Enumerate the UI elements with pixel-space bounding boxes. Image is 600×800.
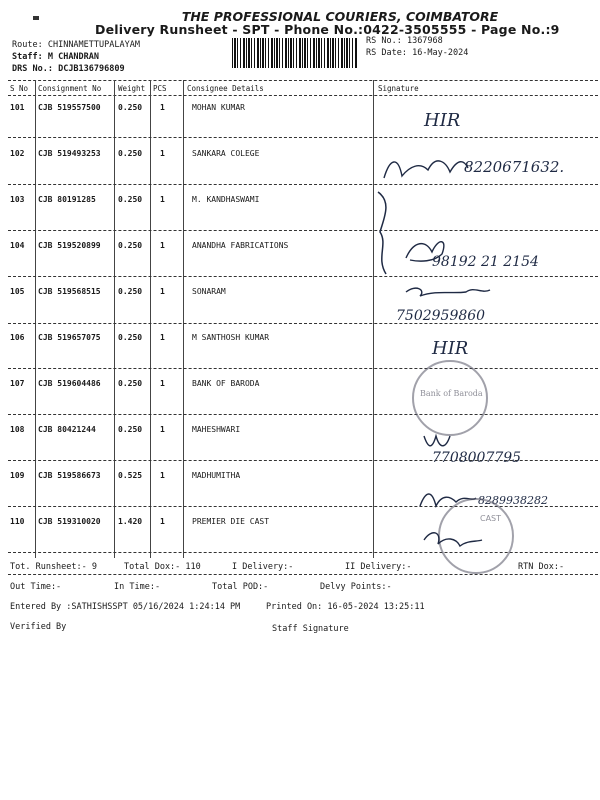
- verified-by: Verified By: [10, 622, 67, 632]
- row-consignment-no: CJB 519586673: [38, 471, 101, 480]
- col-header-signature: Signature: [378, 84, 419, 93]
- row-weight: 1.420: [118, 517, 143, 526]
- rs-no-line: [366, 36, 443, 46]
- row-consignee: MAHESHWARI: [192, 425, 241, 434]
- row-consignee: M. KANDHASWAMI: [192, 195, 260, 204]
- row-sno: 101: [10, 103, 25, 112]
- row-consignment-no: CJB 519520899: [38, 241, 101, 250]
- col-header-consignee: Consignee Details: [187, 84, 264, 93]
- col-header-sno: S No: [10, 84, 29, 93]
- stamp-text: CAST: [480, 514, 502, 523]
- ii-delivery: II Delivery:-: [345, 562, 412, 572]
- row-sno: 109: [10, 471, 25, 480]
- row-sno: 105: [10, 287, 25, 296]
- row-separator: [8, 276, 598, 277]
- rs-date-label: RS Date:: [366, 48, 407, 58]
- bank-stamp: [412, 360, 488, 436]
- signature-row-104: [400, 232, 590, 276]
- punch-mark: [33, 16, 39, 20]
- row-consignment-no: CJB 519604486: [38, 379, 101, 388]
- row-sno: 108: [10, 425, 25, 434]
- delvy-points: Delvy Points:-: [320, 582, 392, 592]
- barcode: [232, 38, 358, 68]
- row-weight: 0.525: [118, 471, 143, 480]
- row-weight: 0.250: [118, 241, 143, 250]
- out-time: Out Time:-: [10, 582, 62, 592]
- signature-phone: 8289938282: [478, 494, 548, 507]
- col-header-weight: Weight: [118, 84, 146, 93]
- drs-label: DRS No.:: [12, 64, 53, 74]
- row-pcs: 1: [160, 517, 165, 526]
- company-title: THE PROFESSIONAL COURIERS, COIMBATORE: [181, 9, 499, 24]
- col-divider: [114, 80, 115, 558]
- entered-by: Entered By :SATHISHSSPT 05/16/2024 1:24:14 PM: [10, 602, 241, 612]
- printed-on: Printed On: 16-05-2024 13:25:11: [266, 602, 425, 612]
- row-consignment-no: CJB 519657075: [38, 333, 101, 342]
- row-pcs: 1: [160, 149, 165, 158]
- footer-rule: [8, 574, 598, 575]
- rs-no-label: RS No.:: [366, 36, 402, 46]
- signature-text: HIR: [432, 338, 469, 359]
- i-delivery: I Delivery:-: [232, 562, 294, 572]
- row-weight: 0.250: [118, 333, 143, 342]
- staff-value: M CHANDRAN: [47, 52, 100, 62]
- in-time: In Time:-: [114, 582, 161, 592]
- staff-label: Staff:: [12, 52, 43, 62]
- row-consignee: MADHUMITHA: [192, 471, 241, 480]
- signature-phone: 7708007795: [432, 450, 522, 466]
- row-pcs: 1: [160, 333, 165, 342]
- staff-line: [12, 52, 99, 62]
- row-pcs: 1: [160, 195, 165, 204]
- row-pcs: 1: [160, 241, 165, 250]
- total-pod: Total POD:-: [212, 582, 269, 592]
- rs-no-value: 1367968: [406, 36, 443, 46]
- col-divider: [150, 80, 151, 558]
- signature-row-108: [420, 428, 570, 468]
- signature-row-101: [420, 104, 480, 134]
- col-header-pcs: PCS: [153, 84, 167, 93]
- route-label: Route:: [12, 40, 43, 50]
- row-consignee: ANANDHA FABRICATIONS: [192, 241, 289, 250]
- row-consignee: PREMIER DIE CAST: [192, 517, 270, 526]
- row-sno: 102: [10, 149, 25, 158]
- signature-row-109: [416, 486, 596, 516]
- row-weight: 0.250: [118, 195, 143, 204]
- signature-row-110: [420, 526, 500, 556]
- row-consignee: SONARAM: [192, 287, 226, 296]
- total-dox: Total Dox:- 110: [124, 562, 201, 572]
- bracket-mark: [372, 188, 402, 280]
- row-consignee: SANKARA COLEGE: [192, 149, 260, 158]
- row-separator: [8, 414, 598, 415]
- rs-date-line: [366, 48, 468, 58]
- col-divider: [35, 80, 36, 558]
- row-pcs: 1: [160, 287, 165, 296]
- row-weight: 0.250: [118, 379, 143, 388]
- signature-phone: 7502959860: [396, 308, 486, 324]
- row-sno: 110: [10, 517, 25, 526]
- row-consignment-no: CJB 519557500: [38, 103, 101, 112]
- rs-date-value: 16-May-2024: [412, 48, 469, 58]
- runsheet-subtitle: Delivery Runsheet - SPT - Phone No.:0422-3505555 - Page No.:9: [95, 22, 560, 37]
- row-pcs: 1: [160, 379, 165, 388]
- drs-value: DCJB136796809: [58, 64, 125, 74]
- col-header-consignment: Consignment No: [38, 84, 102, 93]
- table-header-rule: [8, 95, 598, 96]
- row-consignment-no: CJB 519310020: [38, 517, 101, 526]
- row-pcs: 1: [160, 471, 165, 480]
- row-consignee: MOHAN KUMAR: [192, 103, 245, 112]
- route-value: CHINNAMETTUPALAYAM: [47, 40, 140, 50]
- row-separator: [8, 230, 598, 231]
- drs-line: [12, 64, 125, 74]
- route-line: [12, 40, 140, 50]
- row-sno: 104: [10, 241, 25, 250]
- signature-phone: 8220671632.: [464, 158, 565, 176]
- row-pcs: 1: [160, 103, 165, 112]
- col-divider: [183, 80, 184, 558]
- row-weight: 0.250: [118, 425, 143, 434]
- signature-text: HIR: [424, 110, 461, 131]
- row-consignment-no: CJB 80191285: [38, 195, 96, 204]
- row-pcs: 1: [160, 425, 165, 434]
- col-divider: [373, 80, 374, 558]
- row-consignee: M SANTHOSH KUMAR: [192, 333, 270, 342]
- row-consignment-no: CJB 519568515: [38, 287, 101, 296]
- row-weight: 0.250: [118, 287, 143, 296]
- row-consignment-no: CJB 80421244: [38, 425, 96, 434]
- row-weight: 0.250: [118, 149, 143, 158]
- row-separator: [8, 137, 598, 138]
- rtn-dox: RTN Dox:-: [518, 562, 565, 572]
- table-top-rule: [8, 80, 598, 81]
- signature-row-102: [380, 148, 590, 188]
- row-sno: 103: [10, 195, 25, 204]
- stamp-text: Bank of Baroda: [420, 389, 483, 398]
- row-weight: 0.250: [118, 103, 143, 112]
- row-sno: 107: [10, 379, 25, 388]
- row-sno: 106: [10, 333, 25, 342]
- tot-runsheet: Tot. Runsheet:- 9: [10, 562, 97, 572]
- row-separator: [8, 368, 598, 369]
- staff-signature: Staff Signature: [272, 624, 349, 634]
- row-consignment-no: CJB 519493253: [38, 149, 101, 158]
- signature-row-105: [396, 280, 596, 324]
- signature-phone: 98192 21 2154: [432, 254, 539, 270]
- signature-row-106: [430, 334, 490, 362]
- row-consignee: BANK OF BARODA: [192, 379, 260, 388]
